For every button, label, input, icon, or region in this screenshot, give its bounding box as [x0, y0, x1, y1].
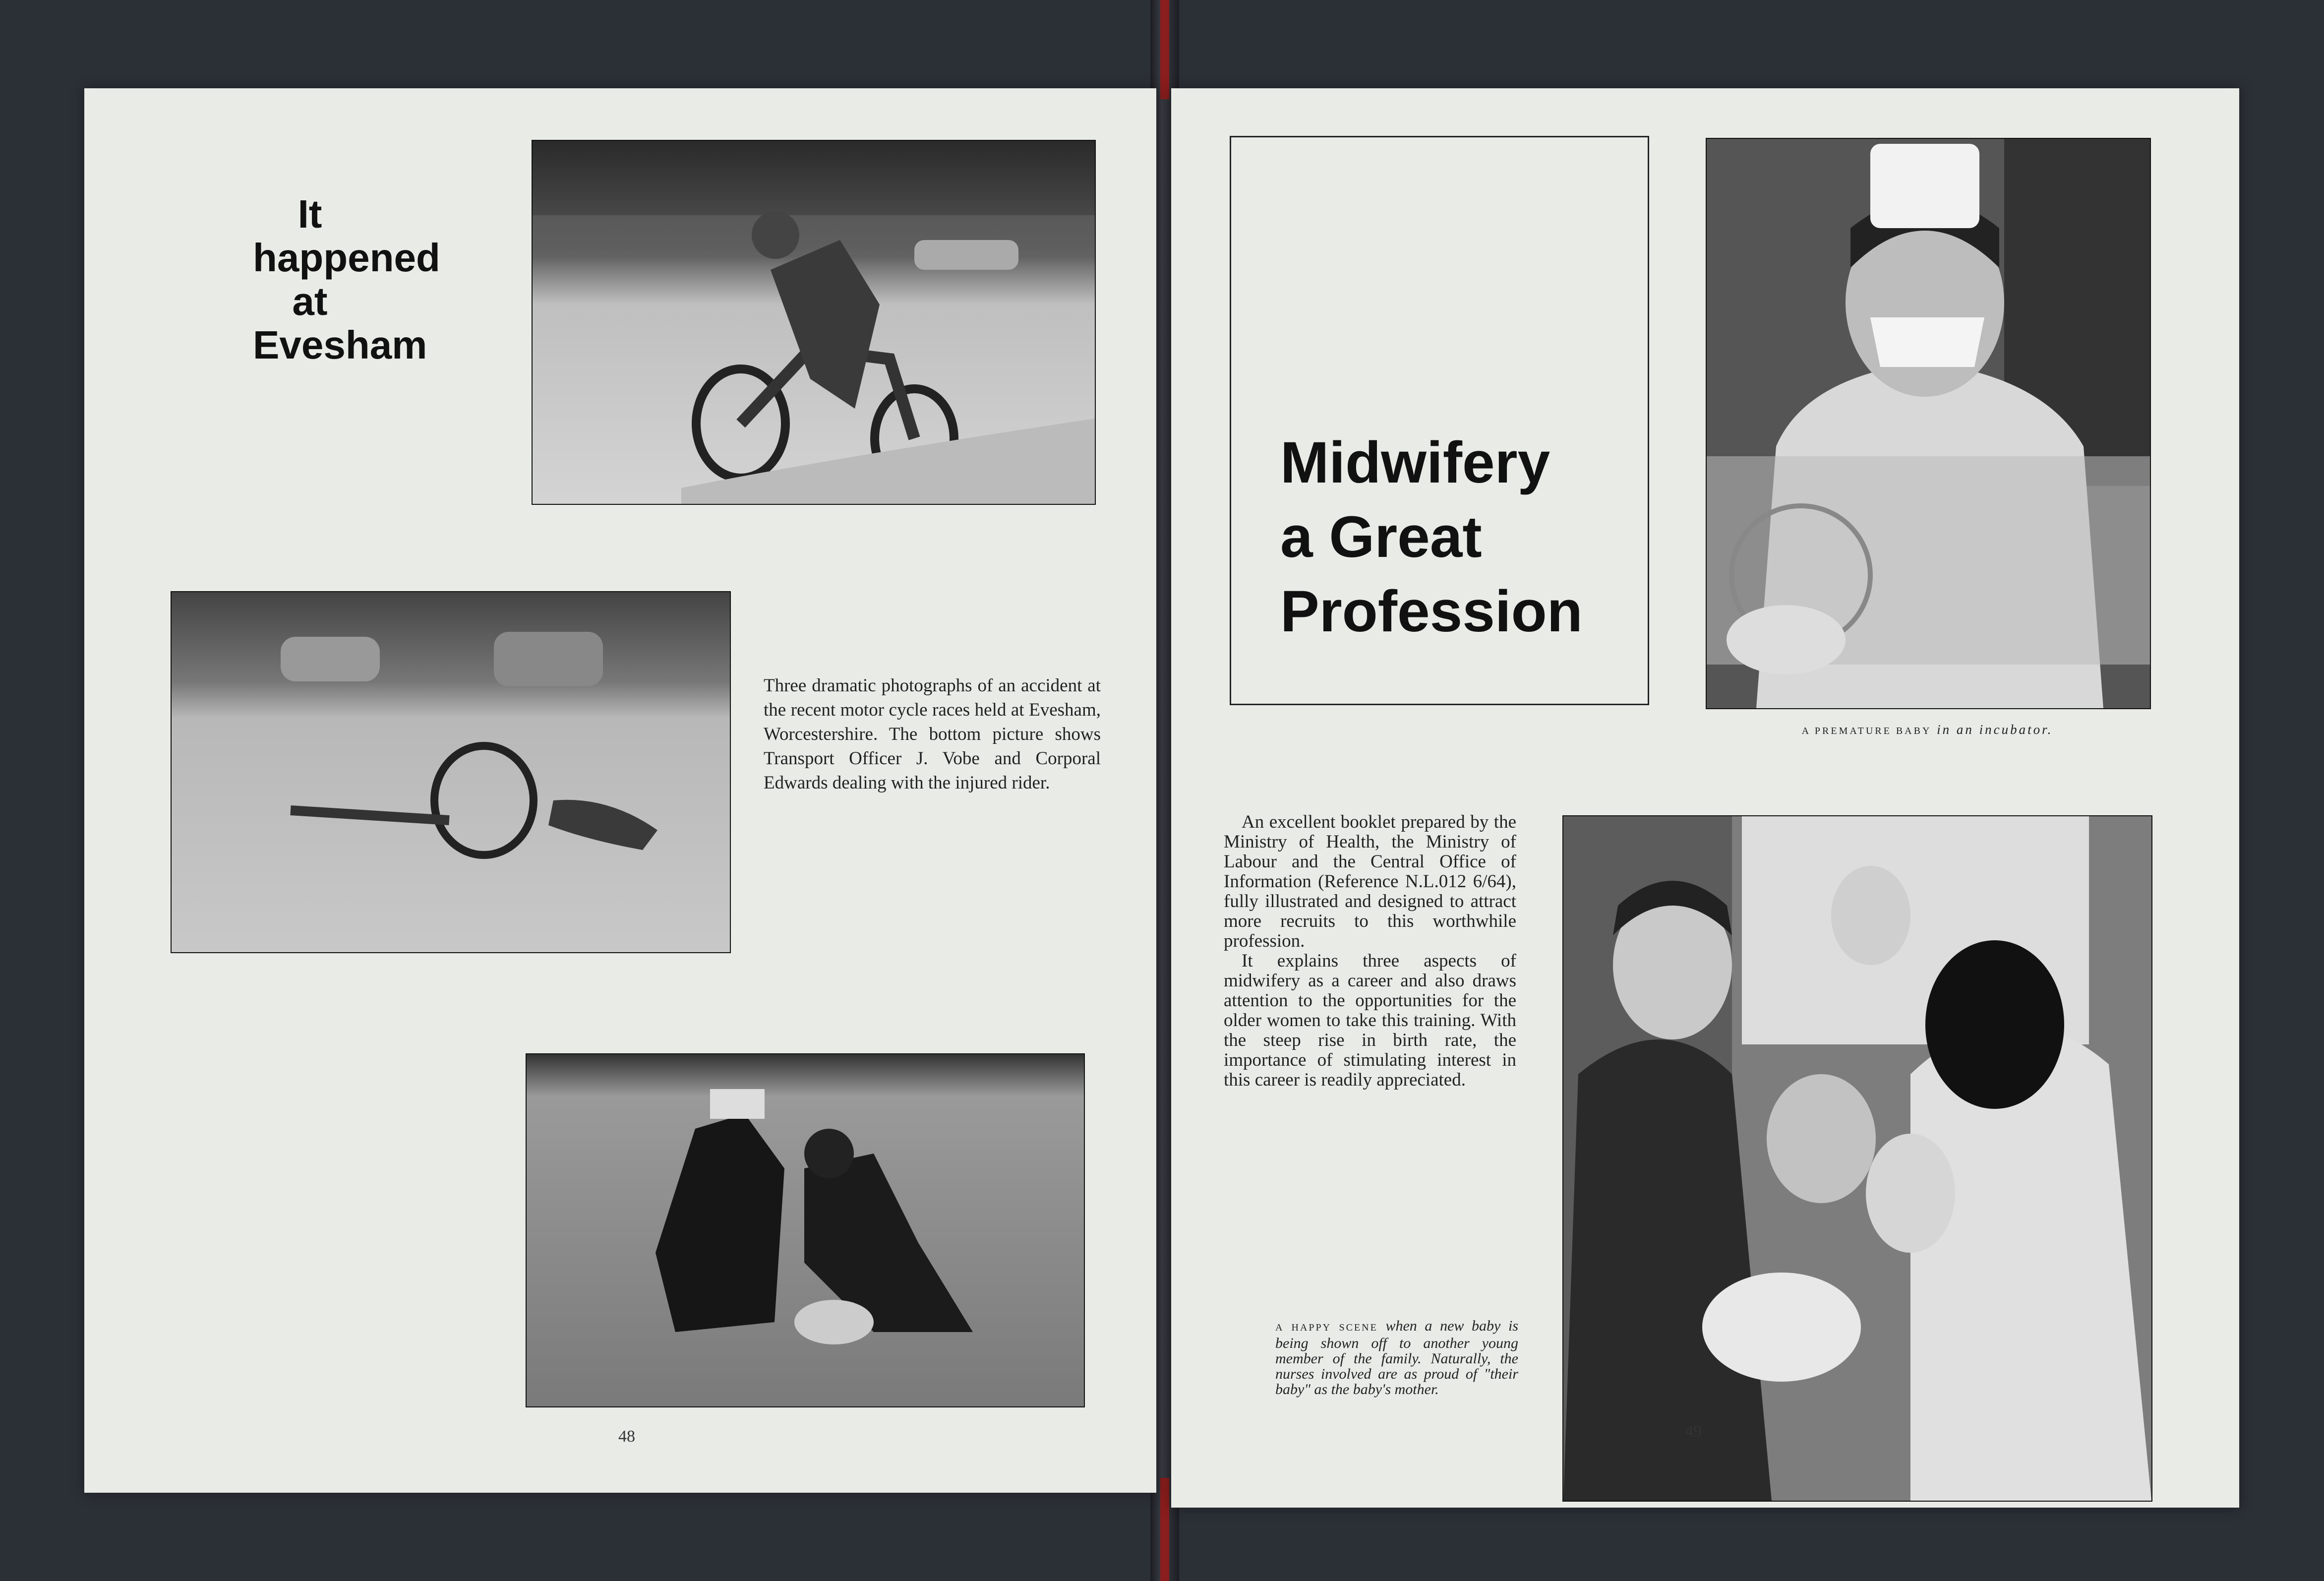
incubator-caption-text: in an incubator. [1937, 722, 2053, 737]
spine-ribbon-top [1160, 0, 1169, 99]
headline-line-1: Midwifery [1280, 430, 1550, 495]
article-paragraph-2: It explains three aspects of midwifery as a career and also draws attention to the opportunities for the older women to take this training. With the steep rise in birth rate, the importance of stimulating interest in this career is readily appreciated. [1224, 951, 1516, 1090]
left-headline [253, 192, 440, 367]
article-paragraph-1: An excellent booklet prepared by the Ministry of Health, the Ministry of Labour and the Central Office of Information (Reference N.L.012 6/64), fully illustrated and designed to attract more recruits to this worthwhile profession. [1224, 812, 1516, 951]
headline-line-3: Profession [1280, 579, 1583, 644]
photo-rider-cornering [532, 140, 1096, 505]
photo-officers-aid [526, 1053, 1085, 1407]
left-page-number: 48 [618, 1427, 635, 1446]
incubator-caption [1706, 722, 2149, 737]
article-body [1224, 812, 1516, 1090]
left-caption: Three dramatic photographs of an accident at the recent motor cycle races held at Evesham, Worcestershire. The bottom picture shows Transport Officer J. Vobe and Corporal Edwards dealing with the injured rider. [764, 675, 1101, 793]
happy-scene-caption [1275, 1318, 1518, 1397]
headline-line-2: a Great [1280, 504, 1482, 570]
left-page [84, 88, 1156, 1493]
headline-line-1: It [298, 192, 322, 236]
happy-scene-caption-text: when a new baby is being shown off to another young member of the family. Naturally, the nurses involved are as proud of "their baby" as the baby's mother. [1275, 1318, 1519, 1398]
photo-crash [171, 591, 731, 953]
photo-happy-scene [1562, 815, 2152, 1502]
right-page-number: 49 [1685, 1422, 1702, 1441]
right-page [1171, 88, 2239, 1508]
headline-line-2: happened [253, 236, 440, 280]
right-headline [1280, 426, 1627, 649]
headline-line-3: at [292, 279, 328, 323]
spine-ribbon-bottom [1160, 1478, 1169, 1581]
incubator-caption-label: A PREMATURE BABY [1801, 726, 1932, 736]
happy-scene-caption-label: A HAPPY SCENE [1275, 1322, 1378, 1333]
photo-nurse-incubator [1706, 138, 2151, 709]
headline-line-4: Evesham [253, 323, 427, 367]
